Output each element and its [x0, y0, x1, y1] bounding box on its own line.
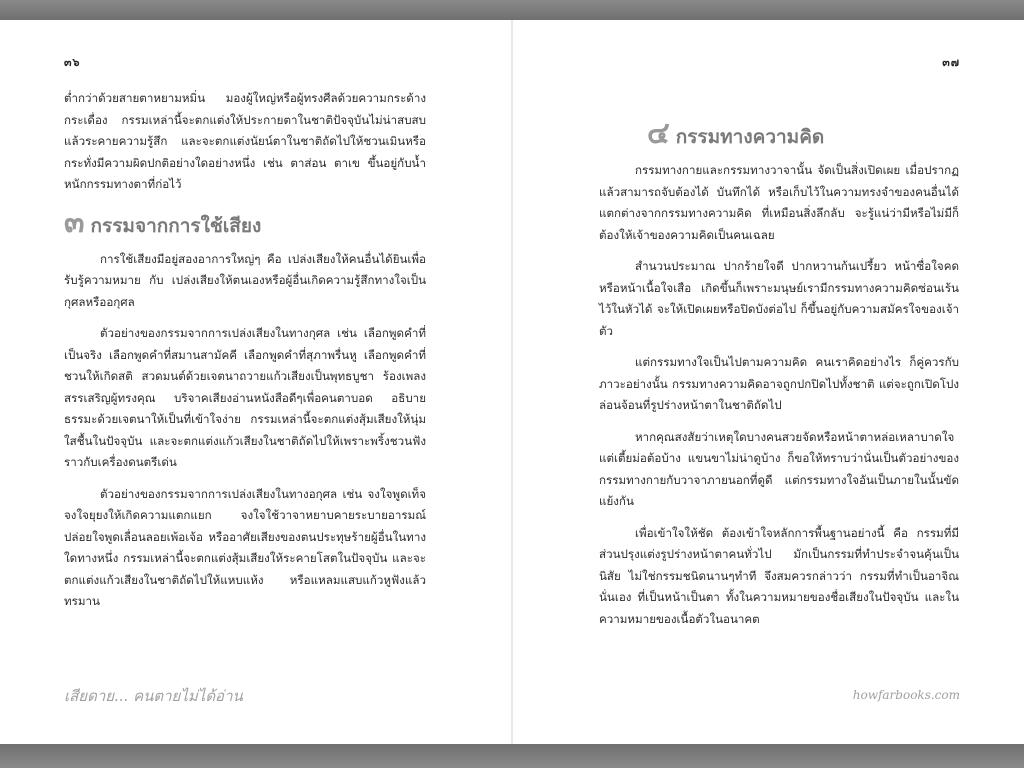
page-number: ๓๖: [64, 56, 81, 69]
paragraph: ตัวอย่างของกรรมจากการเปล่งเสียงในทางอกุศล เช่น จงใจพูดเท็จ จงใจยุยงให้เกิดความแตกแยก จงใจใช้วาจาหยาบคายระบายอารมณ์ ปล่อยใจพูดเลื่อนลอยเพ้อเจ้อ หรืออาศัยเสียงของตนประทุษร้ายผู้อื่นในทางใดทางหนึ่ง กรรมเหล่านี้จะตกแต่งสุ้มเสียงให้ระคายโสตในปัจจุบัน และจะตกแต่งแก้วเสียงในชาติถัดไปให้แหบแห้ง หรือแหลมแสบแก้วหูฟังแล้วทรมาน: [64, 486, 426, 608]
section-number: ๓: [64, 204, 85, 240]
paragraph: เพื่อเข้าใจให้ชัด ต้องเข้าใจหลักการพื้นฐานอย่างนี้ คือ กรรมที่มีส่วนปรุงแต่งรูปร่างหน้าตาคนทั่วไป มักเป็นกรรมที่ทำประจำจนคุ้นเป็นนิสัย ไม่ใช่กรรมชนิดนานๆทำที จึงสมควรกล่าวว่า กรรมที่ทำเป็นอาจิณนั่นเอง ที่เป็นหน้าเป็นตา ทั้งในความหมายของชื่อเสียงในปัจจุบัน และในความหมายของเนื้อตัวในอนาคต: [599, 525, 959, 626]
book-title-footer: เสียดาย... คนตายไม่ได้อ่าน: [64, 687, 243, 705]
page-body: [599, 117, 959, 640]
section-number: ๔: [647, 116, 670, 151]
section-title: กรรมทางความคิด: [675, 126, 825, 148]
right-page[interactable]: [513, 20, 1024, 744]
paragraph: หากคุณสงสัยว่าเหตุใดบางคนสวยจัดหรือหน้าตาหล่อเหลาบาดใจแต่เตี้ยม่อต้อบ้าง แขนขาไม่น่าดูบ้าง ก็ขอให้ทราบว่านั่นเป็นตัวอย่างของกรรมทางกายกับวาจาภายนอกที่ดูดี แต่กรรมทางใจอันเป็นภายในนั้นขัดแย้งกัน: [599, 429, 959, 508]
section-heading: [64, 206, 426, 243]
page-body: [64, 88, 426, 623]
paragraph: การใช้เสียงมีอยู่สองอาการใหญ่ๆ คือ เปล่งเสียงให้คนอื่นได้ยินเพื่อรับรู้ความหมาย กับ เปล่งเสียงให้ตนเองหรือผู้อื่นเกิดความรู้สึกทางใจเป็นกุศลหรืออกุศล: [64, 251, 426, 309]
paragraph: แต่กรรมทางใจเป็นไปตามความคิด คนเราคิดอย่างไร ก็คู่ควรกับภาวะอย่างนั้น กรรมทางความคิดอาจถูกปกปิดไปทั้งชาติ แต่จะถูกเปิดโปงล่อนจ้อนที่รูปร่างหน้าตาในชาติถัดไป: [599, 355, 959, 412]
paragraph: สำนวนประมาณ ปากร้ายใจดี ปากหวานก้นเปรี้ยว หน้าซื่อใจคด หรือหน้าเนื้อใจเสือ เกิดขึ้นก็เพราะมนุษย์เรามีกรรมทางความคิดซ่อนเร้นไว้ในหัวได้ จะให้เปิดเผยหรือปิดบังต่อไป ก็ขึ้นอยู่กับความสมัครใจของเจ้าตัว: [599, 259, 959, 338]
left-page[interactable]: [0, 20, 511, 744]
paragraph: กรรมทางกายและกรรมทางวาจานั้น จัดเป็นสิ่งเปิดเผย เมื่อปรากฏแล้วสามารถจับต้องได้ บันทึกได้ หรือเก็บไว้ในความทรงจำของคนอื่นได้ แตกต่างจากกรรมทางความคิด ที่เหมือนสิ่งลึกลับ จะรู้แน่ว่ามีหรือไม่มีก็ต้องให้เจ้าของความคิดเป็นคนเฉลย: [599, 163, 959, 242]
viewer-bottom-bar: [0, 744, 1024, 768]
viewer-top-bar: [0, 0, 1024, 20]
book-spread[interactable]: [0, 20, 1024, 744]
section-heading: [647, 117, 959, 154]
website-footer: howfarbooks.com: [852, 688, 960, 702]
page-number: ๓๗: [942, 56, 960, 69]
section-title: กรรมจากการใช้เสียง: [90, 214, 262, 237]
paragraph-continued: ต่ำกว่าด้วยสายตาหยามหมิ่น มองผู้ใหญ่หรือผู้ทรงศีลด้วยความกระด้างกระเดื่อง กรรมเหล่านี้จะตกแต่งให้ประกายตาในชาติปัจจุบันไม่น่าสบสบแล้วระคายความรู้สึก และจะตกแต่งนัยน์ตาในชาติถัดไปให้ชวนเมินหรือกระทั่งมีความผิดปกติอย่างใดอย่างหนึ่ง เช่น ตาส่อน ตาเข ขึ้นอยู่กับน้ำหนักกรรมทางตาที่ก่อไว้: [64, 91, 426, 191]
paragraph: ตัวอย่างของกรรมจากการเปล่งเสียงในทางกุศล เช่น เลือกพูดคำที่เป็นจริง เลือกพูดคำที่สมานสามัคคี เลือกพูดคำที่สุภาพรื่นหู เลือกพูดคำที่ชวนให้เกิดสติ สวดมนต์ด้วยเจตนาถวายแก้วเสียงเป็นพุทธบูชา ร้องเพลงสรรเสริญผู้ทรงคุณ บริจาคเสียงอ่านหนังสือดีๆเพื่อคนตาบอด อธิบายธรรมะด้วยเจตนาให้เป็นที่เข้าใจง่าย กรรมเหล่านี้จะตกแต่งสุ้มเสียงให้นุ่มใสชื้นในปัจจุบัน และจะตกแต่งแก้วเสียงในชาติถัดไปให้เพราะพริ้งชวนฟังราวกับเครื่องดนตรีเด่น: [64, 326, 426, 469]
